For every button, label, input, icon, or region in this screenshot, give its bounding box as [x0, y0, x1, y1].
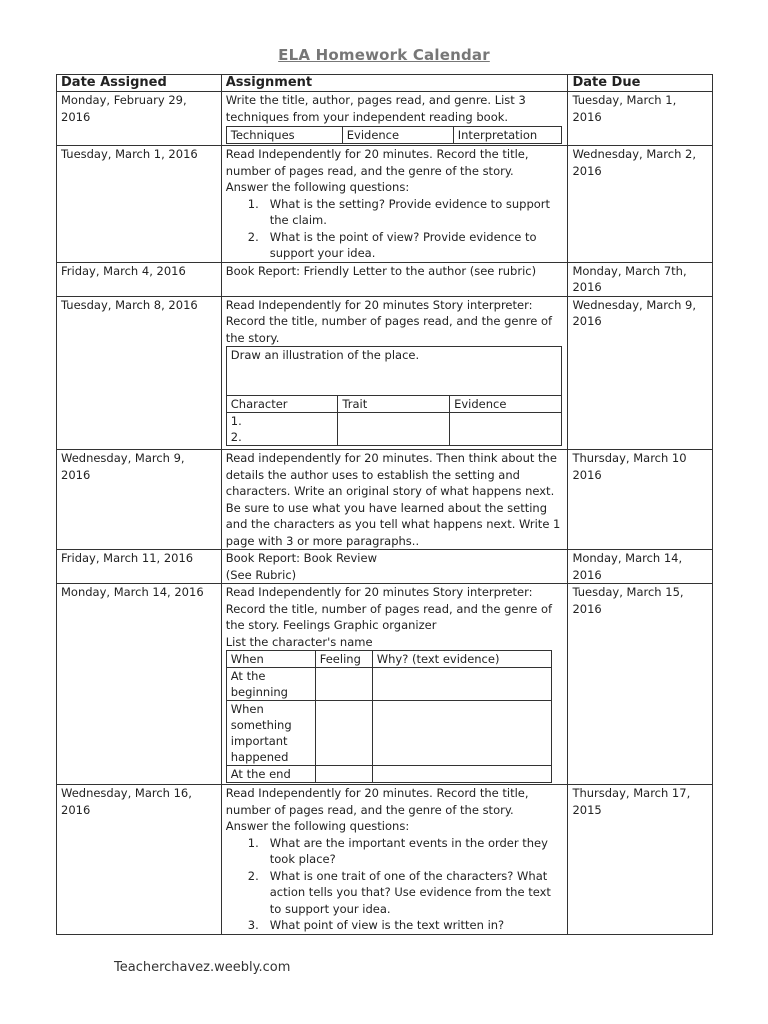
interpretation-header: Interpretation [453, 127, 561, 144]
evidence-cell [450, 413, 562, 446]
feeling-cell [315, 701, 372, 766]
table-row [57, 550, 713, 584]
assignment-text: Read Independently for 20 minutes. Record the title, number of pages read, and the genre of the story. [225, 786, 529, 817]
date-assigned: Monday, March 14, 2016 [57, 584, 222, 785]
assignment-text: Read Independently for 20 minutes Story interpreter: Record the title, number of pages read, and the genre of the story. [225, 297, 553, 345]
why-cell [372, 766, 551, 783]
date-due: Monday, March 14, 2016 [568, 550, 713, 584]
trait-cell [338, 413, 450, 446]
evidence-header: Evidence [450, 396, 562, 413]
list-item: 2. What is the point of view? Provide evidence to support your idea. [247, 229, 537, 260]
story-interpreter-table [226, 346, 562, 446]
date-assigned: Tuesday, March 1, 2016 [57, 146, 222, 263]
why-cell [372, 701, 551, 766]
date-assigned: Friday, March 4, 2016 [57, 262, 222, 296]
when-cell: At the end [226, 766, 315, 783]
assignment-cell [221, 584, 568, 785]
assignment-text: Read Independently for 20 minutes Story interpreter: Record the title, number of pages read, and the genre of the story. Feelings Graphic organizer [225, 585, 553, 632]
assignment-text: Book Report: Friendly Letter to the author (see rubric) [221, 262, 568, 296]
table-row [57, 584, 713, 785]
illustration-box: Draw an illustration of the place. [226, 347, 561, 396]
date-due: Wednesday, March 9, 2016 [568, 296, 713, 450]
feelings-organizer-table [226, 650, 552, 783]
header-assignment: Assignment [221, 75, 568, 92]
homework-table [56, 74, 713, 935]
assignment-cell [221, 146, 568, 263]
character-list: 1. 2. [226, 413, 338, 446]
feeling-header: Feeling [315, 651, 372, 668]
assignment-cell [221, 785, 568, 935]
date-assigned: Monday, February 29, 2016 [57, 92, 222, 146]
why-cell [372, 668, 551, 701]
table-row [57, 262, 713, 296]
date-due: Tuesday, March 1, 2016 [568, 92, 713, 146]
evidence-header: Evidence [342, 127, 453, 144]
techniques-header: Techniques [226, 127, 342, 144]
techniques-table [226, 126, 562, 144]
feeling-cell [315, 668, 372, 701]
trait-header: Trait [338, 396, 450, 413]
date-assigned: Friday, March 11, 2016 [57, 550, 222, 584]
table-row [57, 785, 713, 935]
table-row [57, 296, 713, 450]
table-row [57, 450, 713, 550]
footer-website: Teacherchavez.weebly.com [114, 960, 291, 975]
character-header: Character [226, 396, 338, 413]
date-due: Thursday, March 10 2016 [568, 450, 713, 550]
assignment-subtext: (See Rubric) [225, 567, 297, 582]
assignment-cell [221, 296, 568, 450]
date-assigned: Wednesday, March 9, 2016 [57, 450, 222, 550]
header-date-assigned: Date Assigned [57, 75, 222, 92]
assignment-subtext: Answer the following questions: [225, 180, 410, 194]
assignment-subtext: Answer the following questions: [225, 819, 410, 833]
when-header: When [226, 651, 315, 668]
assignment-text: Read independently for 20 minutes. Then think about the details the author uses to establish the setting and characters. Write an original story of what happens next. Be sure to use what you have learned about the setting and the characters as you tell what happens next. Write 1 page with 3 or more paragraphs.. [221, 450, 568, 550]
assignment-cell [221, 550, 568, 584]
assignment-text: Write the title, author, pages read, and genre. List 3 techniques from your independent reading book. [225, 93, 526, 124]
list-item: 3. What point of view is the text written in? [247, 918, 505, 932]
list-item: 1. What are the important events in the order they took place? [247, 835, 548, 866]
assignment-subtext: List the character's name [225, 634, 373, 649]
table-row [57, 92, 713, 146]
table-row [57, 146, 713, 263]
assignment-text: Book Report: Book Review [225, 551, 377, 565]
question-list [226, 196, 564, 262]
feeling-cell [315, 766, 372, 783]
list-item: 1. What is the setting? Provide evidence to support the claim. [247, 196, 551, 227]
date-assigned: Wednesday, March 16, 2016 [57, 785, 222, 935]
question-list [226, 835, 564, 934]
date-due: Thursday, March 17, 2015 [568, 785, 713, 935]
date-due: Tuesday, March 15, 2016 [568, 584, 713, 785]
list-item: 2. What is one trait of one of the characters? What action tells you that? Use evidence from the text to support your idea. [247, 868, 551, 916]
date-assigned: Tuesday, March 8, 2016 [57, 296, 222, 450]
when-cell: When something important happened [226, 701, 315, 766]
why-header: Why? (text evidence) [372, 651, 551, 668]
assignment-text: Read Independently for 20 minutes. Record the title, number of pages read, and the genre of the story. [225, 147, 529, 178]
date-due: Wednesday, March 2, 2016 [568, 146, 713, 263]
header-row [57, 75, 713, 92]
assignment-cell [221, 92, 568, 146]
date-due: Monday, March 7th, 2016 [568, 262, 713, 296]
page-title: ELA Homework Calendar [278, 46, 490, 64]
header-date-due: Date Due [568, 75, 713, 92]
when-cell: At the beginning [226, 668, 315, 701]
